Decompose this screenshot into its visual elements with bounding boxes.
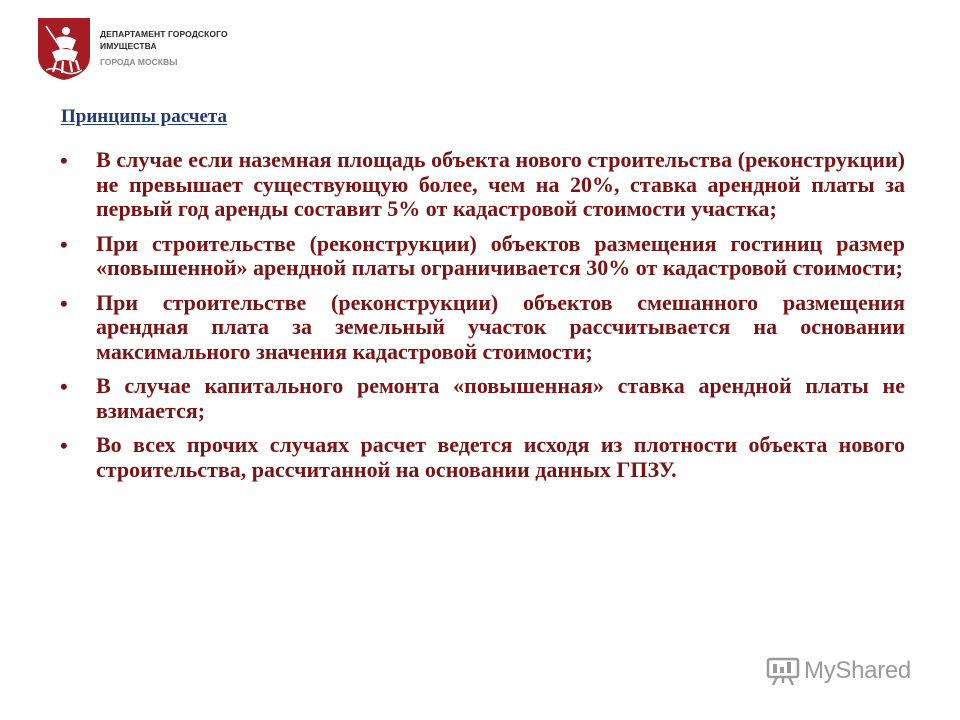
bullet-list	[60, 148, 905, 492]
watermark-text: MyShared	[804, 657, 911, 684]
bullet-icon: •	[60, 231, 68, 257]
bullet-item	[60, 148, 905, 222]
presentation-board-icon	[766, 656, 800, 686]
slide-heading: Принципы расчета	[61, 106, 227, 127]
bullet-text: В случае капитального ремонта «повышенная» ставка арендной платы не взимается;	[96, 373, 905, 423]
bullet-icon: •	[60, 148, 68, 173]
bullet-icon: •	[60, 290, 68, 316]
org-name-line1: ДЕПАРТАМЕНТ ГОРОДСКОГО	[100, 29, 228, 39]
organization-name	[100, 28, 228, 68]
header	[36, 16, 228, 82]
bullet-text: При строительстве (реконструкции) объектов смешанного размещения арендная плата за земельный участок рассчитывается на основании максимального значения кадастровой стоимости;	[96, 289, 905, 364]
watermark	[766, 656, 911, 686]
bullet-text: В случае если наземная площадь объекта нового строительства (реконструкции) не превышает существующую более, чем на 20%, ставка арендной платы за первый год аренды составит 5% от кадастровой стоимости участка;	[96, 147, 905, 221]
bullet-item	[60, 374, 905, 423]
bullet-text: При строительстве (реконструкции) объектов размещения гостиниц размер «повышенной» арендной платы ограничивается 30% от кадастровой стоимости;	[96, 230, 905, 280]
bullet-item	[60, 291, 905, 365]
bullet-item	[60, 232, 905, 281]
org-name-line3: ГОРОДА МОСКВЫ	[100, 57, 178, 67]
moscow-coat-of-arms-icon	[36, 16, 92, 82]
bullet-icon: •	[60, 374, 68, 399]
bullet-text: Во всех прочих случаях расчет ведется исходя из плотности объекта нового строительства, рассчитанной на основании данных ГПЗУ.	[96, 432, 905, 482]
org-name-line2: ИМУЩЕСТВА	[100, 41, 157, 51]
bullet-icon: •	[60, 433, 68, 458]
bullet-item	[60, 433, 905, 482]
